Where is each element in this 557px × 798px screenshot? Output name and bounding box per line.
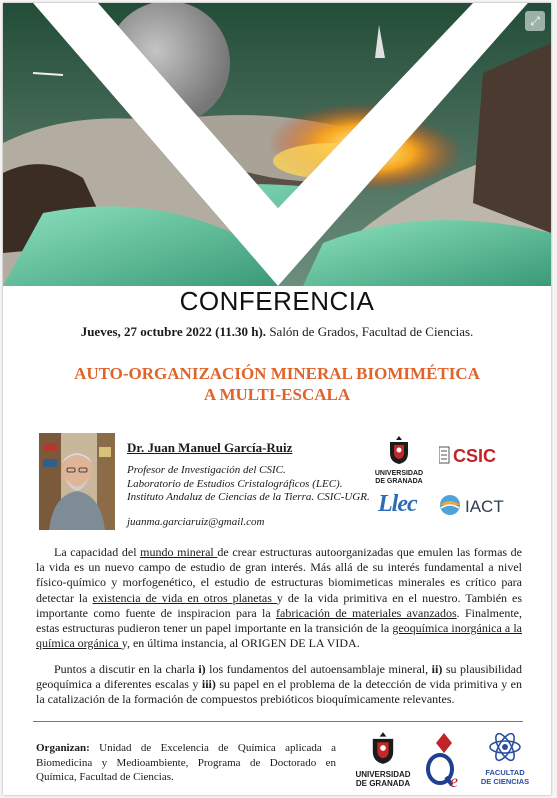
- iact-globe-icon: [440, 495, 460, 515]
- ugr-logo-line2: DE GRANADA: [375, 478, 423, 485]
- text-run: . Finalmente, estas estructuras pudieron tener un papel importante en la transición de la: [36, 605, 522, 636]
- abstract-paragraph-1: [36, 545, 522, 651]
- speaker-name[interactable]: Dr. Juan Manuel García-Ruiz: [127, 440, 293, 455]
- speaker-email[interactable]: juanma.garciaruiz@gmail.com: [127, 516, 265, 528]
- text-run: su papel en el problema de la detección de vida primitiva y en la catalización de la formación de compuestos prebióticos bioquímicamente relevantes.: [36, 677, 522, 707]
- footer-ugr-line2: DE GRANADA: [355, 779, 411, 788]
- expand-button[interactable]: [525, 11, 545, 31]
- csic-logo-text: CSIC: [453, 446, 497, 466]
- csic-logo: [439, 443, 519, 467]
- faculty-atom-icon: [488, 731, 522, 763]
- ugr-logo-line1: UNIVERSIDAD: [374, 470, 424, 477]
- footer-divider: [33, 721, 523, 722]
- faculty-line2: DE CIENCIAS: [480, 777, 530, 786]
- event-venue: Salón de Grados, Facultad de Ciencias.: [266, 324, 474, 339]
- footer-ugr-line1: UNIVERSIDAD: [355, 770, 411, 779]
- bold-run: iii): [201, 677, 216, 692]
- underlined-run: fabricación de materiales avanzados: [276, 605, 457, 620]
- underlined-run: mundo mineral: [140, 545, 218, 559]
- talk-title-line2: A MULTI-ESCALA: [203, 385, 351, 404]
- text-run: y de la vida primitiva en el nuestro. También es importante como fuente de inspiracion para la: [36, 590, 522, 620]
- event-date-bold: Jueves, 27 octubre 2022 (11.30 h).: [80, 324, 267, 339]
- hero-scene-overlay: [3, 3, 551, 286]
- text-run: y, en última instancia, al ORIGEN DE LA VIDA.: [121, 636, 360, 651]
- footer-ugr-logo: [351, 731, 415, 788]
- qe-logo: [422, 731, 466, 789]
- csic-emblem-icon: [439, 447, 449, 463]
- footer-text: Unidad de Excelencia de Química aplicada a Biomedicina y Medioambiente, Programa de Doctorado en Química, Facultad de Ciencias.: [36, 742, 336, 783]
- iact-logo: [439, 493, 519, 517]
- text-run: Puntos a discutir en la charla: [54, 662, 199, 676]
- text-run: de crear estructuras autoorganizadas que emulen las formas de la vida es un nuevo campo de estudio de gran interés. Más allá de su interés fundamental a nivel físico-químico y morfogenético, el estudio de estructuras biomimeticas minerales es crítico para detectar la: [36, 545, 523, 605]
- footer-organizers: [36, 741, 336, 785]
- speaker-affiliation: [127, 464, 370, 505]
- abstract-paragraph-2: [36, 662, 522, 708]
- text-run: su plausibilidad geoquímica a diferentes escalas y: [36, 662, 523, 692]
- talk-title-line1: AUTO-ORGANIZACIÓN MINERAL BIOMIMÉTICA: [74, 364, 480, 383]
- affil-line: Laboratorio de Estudios Cristalográficos (LEC).: [127, 477, 343, 490]
- text-run: La capacidad del: [54, 545, 141, 559]
- faculty-line1: FACULTAD: [485, 768, 525, 777]
- qe-logo-icon: [428, 733, 458, 789]
- page-title: CONFERENCIA: [179, 286, 375, 316]
- speaker-photo: [39, 433, 115, 530]
- iact-logo-text: IACT: [465, 497, 504, 516]
- footer-label: Organizan:: [36, 742, 90, 754]
- talk-title: [3, 363, 551, 405]
- footer-faculty-logo: [479, 731, 531, 786]
- underlined-run: geoquímica inorgánica a la química orgánica: [36, 621, 522, 651]
- ugr-logo: [371, 435, 427, 486]
- poster-page: [3, 3, 551, 795]
- ugr-crest-icon: [368, 731, 398, 765]
- bold-run: i): [198, 662, 206, 676]
- underlined-run: existencia de vida en otros planetas: [92, 590, 277, 605]
- affil-line: Profesor de Investigación del CSIC.: [127, 464, 286, 476]
- svg-text:e: e: [450, 771, 458, 789]
- expand-icon: ⤢: [530, 13, 540, 28]
- text-run: los fundamentos del autoensamblaje mineral,: [205, 662, 432, 676]
- event-date: [3, 324, 551, 340]
- bold-run: ii): [431, 662, 443, 676]
- affil-line: Instituto Andaluz de Ciencias de la Tierra. CSIC-UGR.: [127, 491, 370, 503]
- lec-logo: Llec: [378, 491, 417, 517]
- ugr-crest-icon: [386, 435, 412, 465]
